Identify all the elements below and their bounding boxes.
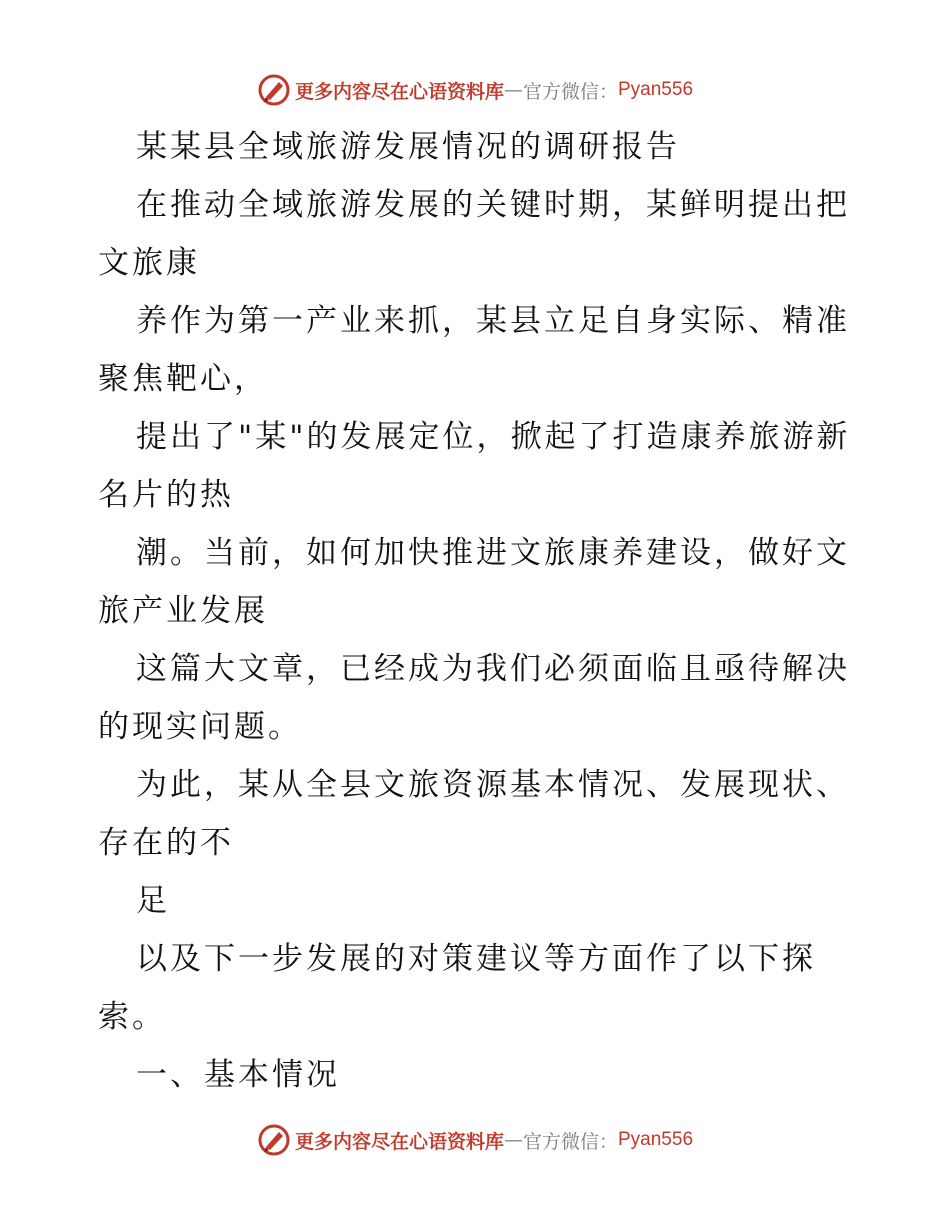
text-line: 一、基本情况 — [136, 1057, 340, 1093]
banner-wechat-id: Pyan556 — [618, 1129, 694, 1150]
text-line: 潮。当前，如何加快推进文旅康养建设，做好文 — [136, 535, 850, 571]
banner-main-text: 更多内容尽在心语资料库 — [294, 80, 504, 103]
banner-separator: — — [503, 79, 523, 101]
text-line: 为此，某从全县文旅资源基本情况、发展现状、 — [136, 767, 850, 803]
pen-logo-icon — [257, 1123, 291, 1157]
text-line: 的现实问题。 — [98, 709, 302, 745]
banner-wechat-id: Pyan556 — [618, 79, 694, 100]
text-line: 提出了"某"的发展定位，掀起了打造康养旅游新 — [136, 419, 851, 455]
banner-sub-text: 官方微信： — [522, 1130, 618, 1153]
text-line: 旅产业发展 — [98, 593, 268, 629]
text-line: 在推动全域旅游发展的关键时期，某鲜明提出把 — [136, 187, 850, 223]
header-banner — [0, 70, 950, 110]
document-title: 某某县全域旅游发展情况的调研报告 — [136, 129, 680, 165]
banner-main-text: 更多内容尽在心语资料库 — [294, 1130, 504, 1153]
text-line: 名片的热 — [98, 477, 234, 513]
document-body — [98, 118, 858, 1104]
text-line: 聚焦靶心， — [98, 361, 268, 397]
text-line: 以及下一步发展的对策建议等方面作了以下探 — [136, 941, 816, 977]
text-line: 存在的不 — [98, 825, 234, 861]
text-line: 这篇大文章，已经成为我们必须面临且亟待解决 — [136, 651, 850, 687]
text-line: 文旅康 — [98, 245, 200, 281]
text-line: 养作为第一产业来抓，某县立足自身实际、精准 — [136, 303, 850, 339]
footer-banner — [0, 1120, 950, 1160]
banner-separator: — — [503, 1129, 523, 1151]
pen-logo-icon — [257, 73, 291, 107]
banner-sub-text: 官方微信： — [522, 80, 618, 103]
text-line: 足 — [136, 883, 170, 919]
text-line: 索。 — [98, 999, 166, 1035]
